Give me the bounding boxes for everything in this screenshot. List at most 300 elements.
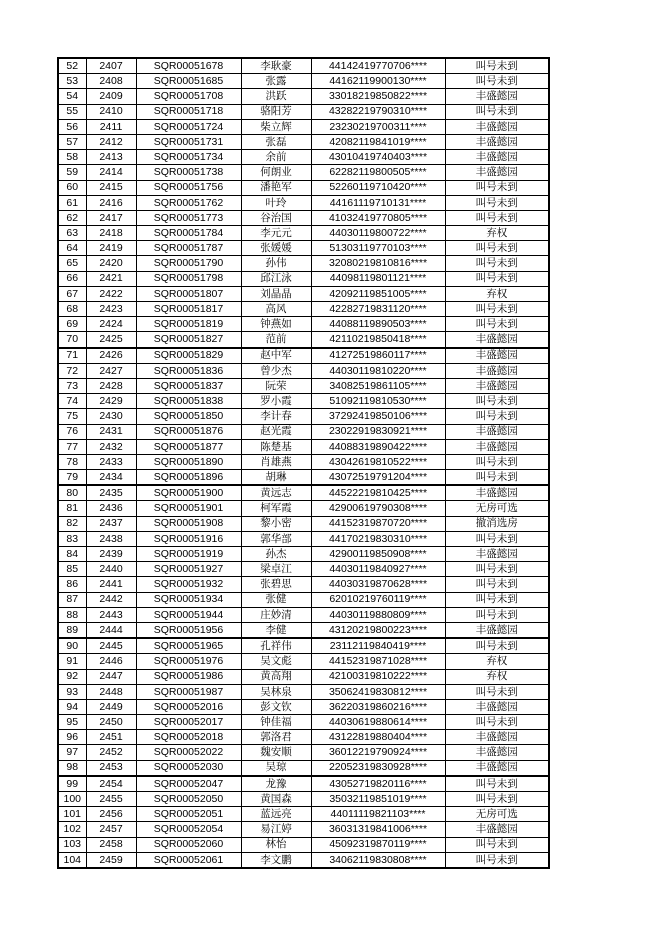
cell-status: 丰盛懿园: [445, 378, 549, 393]
cell-seq_no: 2422: [86, 286, 136, 301]
cell-seq_no: 2453: [86, 760, 136, 776]
cell-id_number: 36220319860216****: [311, 699, 445, 714]
cell-status: 丰盛懿园: [445, 150, 549, 165]
cell-row_no: 81: [58, 501, 86, 516]
cell-seq_no: 2432: [86, 439, 136, 454]
cell-id_number: 62010219760119****: [311, 592, 445, 607]
table-row: [58, 730, 549, 745]
cell-application_id: SQR00051908: [136, 516, 241, 531]
cell-application_id: SQR00051685: [136, 74, 241, 89]
cell-name: 吴琼: [241, 760, 311, 776]
cell-seq_no: 2437: [86, 516, 136, 531]
cell-id_number: 42110219850418****: [311, 332, 445, 348]
cell-status: 弃权: [445, 669, 549, 684]
cell-row_no: 58: [58, 150, 86, 165]
cell-name: 龙豫: [241, 776, 311, 792]
cell-seq_no: 2450: [86, 715, 136, 730]
cell-id_number: 44030119840927****: [311, 562, 445, 577]
cell-id_number: 36031319841006****: [311, 822, 445, 837]
cell-row_no: 104: [58, 852, 86, 868]
cell-status: 叫号未到: [445, 210, 549, 225]
cell-row_no: 57: [58, 134, 86, 149]
cell-id_number: 52260119710420****: [311, 180, 445, 195]
cell-application_id: SQR00051773: [136, 210, 241, 225]
cell-row_no: 75: [58, 409, 86, 424]
cell-application_id: SQR00051836: [136, 363, 241, 378]
table-row: [58, 547, 549, 562]
table-row: [58, 516, 549, 531]
table-row: [58, 394, 549, 409]
cell-row_no: 65: [58, 256, 86, 271]
cell-id_number: 32080219810816****: [311, 256, 445, 271]
cell-id_number: 34062119830808****: [311, 852, 445, 868]
table-row: [58, 562, 549, 577]
cell-status: 丰盛懿园: [445, 760, 549, 776]
cell-seq_no: 2445: [86, 638, 136, 654]
cell-id_number: 44030119880809****: [311, 607, 445, 622]
cell-id_number: 45092319870119****: [311, 837, 445, 852]
cell-id_number: 23022919830921****: [311, 424, 445, 439]
cell-name: 李计春: [241, 409, 311, 424]
cell-application_id: SQR00051787: [136, 241, 241, 256]
table-row: [58, 715, 549, 730]
table-row: [58, 807, 549, 822]
cell-row_no: 93: [58, 684, 86, 699]
cell-seq_no: 2449: [86, 699, 136, 714]
cell-seq_no: 2409: [86, 89, 136, 104]
cell-seq_no: 2411: [86, 119, 136, 134]
cell-status: 叫号未到: [445, 607, 549, 622]
cell-status: 叫号未到: [445, 792, 549, 807]
cell-application_id: SQR00052018: [136, 730, 241, 745]
cell-row_no: 56: [58, 119, 86, 134]
cell-status: 叫号未到: [445, 394, 549, 409]
cell-application_id: SQR00051890: [136, 454, 241, 469]
cell-name: 林怡: [241, 837, 311, 852]
cell-name: 刘晶晶: [241, 286, 311, 301]
cell-id_number: 43042619810522****: [311, 454, 445, 469]
cell-application_id: SQR00052022: [136, 745, 241, 760]
cell-name: 魏安顺: [241, 745, 311, 760]
cell-application_id: SQR00051708: [136, 89, 241, 104]
table-row: [58, 363, 549, 378]
cell-row_no: 91: [58, 654, 86, 669]
cell-seq_no: 2423: [86, 302, 136, 317]
cell-seq_no: 2420: [86, 256, 136, 271]
table-row: [58, 378, 549, 393]
cell-application_id: SQR00052017: [136, 715, 241, 730]
cell-row_no: 90: [58, 638, 86, 654]
cell-application_id: SQR00052016: [136, 699, 241, 714]
cell-name: 骆阳芳: [241, 104, 311, 119]
cell-status: 弃权: [445, 654, 549, 669]
table-row: [58, 592, 549, 607]
cell-name: 庄妙清: [241, 607, 311, 622]
cell-row_no: 52: [58, 58, 86, 74]
cell-name: 李健: [241, 622, 311, 638]
cell-row_no: 92: [58, 669, 86, 684]
cell-name: 肖雄燕: [241, 454, 311, 469]
cell-name: 高风: [241, 302, 311, 317]
cell-application_id: SQR00051798: [136, 271, 241, 286]
cell-status: 丰盛懿园: [445, 119, 549, 134]
cell-id_number: 42100319810222****: [311, 669, 445, 684]
cell-application_id: SQR00051919: [136, 547, 241, 562]
cell-status: 叫号未到: [445, 776, 549, 792]
cell-id_number: 44098119801121****: [311, 271, 445, 286]
cell-name: 黎小密: [241, 516, 311, 531]
cell-seq_no: 2459: [86, 852, 136, 868]
cell-id_number: 35032119851019****: [311, 792, 445, 807]
cell-seq_no: 2414: [86, 165, 136, 180]
cell-seq_no: 2458: [86, 837, 136, 852]
cell-status: 叫号未到: [445, 852, 549, 868]
cell-row_no: 77: [58, 439, 86, 454]
cell-status: 叫号未到: [445, 104, 549, 119]
cell-row_no: 100: [58, 792, 86, 807]
cell-status: 撤消选房: [445, 516, 549, 531]
cell-application_id: SQR00051807: [136, 286, 241, 301]
table-row: [58, 439, 549, 454]
cell-status: 叫号未到: [445, 531, 549, 546]
cell-application_id: SQR00051756: [136, 180, 241, 195]
cell-id_number: 37292419850106****: [311, 409, 445, 424]
cell-seq_no: 2417: [86, 210, 136, 225]
table-row: [58, 89, 549, 104]
cell-status: 叫号未到: [445, 592, 549, 607]
cell-seq_no: 2407: [86, 58, 136, 74]
cell-seq_no: 2427: [86, 363, 136, 378]
cell-id_number: 41272519860117****: [311, 348, 445, 364]
cell-application_id: SQR00051724: [136, 119, 241, 134]
cell-row_no: 101: [58, 807, 86, 822]
table-row: [58, 150, 549, 165]
cell-seq_no: 2452: [86, 745, 136, 760]
cell-seq_no: 2454: [86, 776, 136, 792]
cell-seq_no: 2439: [86, 547, 136, 562]
cell-name: 叶玲: [241, 195, 311, 210]
table-row: [58, 332, 549, 348]
cell-name: 张碧思: [241, 577, 311, 592]
cell-row_no: 76: [58, 424, 86, 439]
cell-row_no: 74: [58, 394, 86, 409]
cell-seq_no: 2415: [86, 180, 136, 195]
cell-seq_no: 2430: [86, 409, 136, 424]
cell-status: 叫号未到: [445, 577, 549, 592]
cell-status: 叫号未到: [445, 58, 549, 74]
cell-status: 弃权: [445, 286, 549, 301]
table-row: [58, 470, 549, 486]
cell-name: 张健: [241, 592, 311, 607]
table-row: [58, 74, 549, 89]
cell-status: 叫号未到: [445, 317, 549, 332]
cell-application_id: SQR00051877: [136, 439, 241, 454]
cell-status: 叫号未到: [445, 837, 549, 852]
cell-status: 弃权: [445, 226, 549, 241]
cell-name: 张露: [241, 74, 311, 89]
cell-id_number: 43120219800223****: [311, 622, 445, 638]
cell-name: 张媛媛: [241, 241, 311, 256]
cell-seq_no: 2418: [86, 226, 136, 241]
cell-name: 孙伟: [241, 256, 311, 271]
cell-application_id: SQR00051901: [136, 501, 241, 516]
cell-status: 丰盛懿园: [445, 622, 549, 638]
cell-application_id: SQR00051934: [136, 592, 241, 607]
cell-id_number: 43072519791204****: [311, 470, 445, 486]
cell-application_id: SQR00052060: [136, 837, 241, 852]
cell-name: 范前: [241, 332, 311, 348]
cell-row_no: 85: [58, 562, 86, 577]
cell-id_number: 43052719820116****: [311, 776, 445, 792]
cell-name: 梁卓江: [241, 562, 311, 577]
table-row: [58, 654, 549, 669]
cell-row_no: 63: [58, 226, 86, 241]
cell-row_no: 87: [58, 592, 86, 607]
cell-status: 叫号未到: [445, 271, 549, 286]
cell-seq_no: 2448: [86, 684, 136, 699]
cell-status: 丰盛懿园: [445, 332, 549, 348]
cell-row_no: 96: [58, 730, 86, 745]
cell-status: 丰盛懿园: [445, 822, 549, 837]
cell-seq_no: 2457: [86, 822, 136, 837]
table-row: [58, 792, 549, 807]
cell-name: 张磊: [241, 134, 311, 149]
cell-id_number: 51303119770103****: [311, 241, 445, 256]
cell-seq_no: 2438: [86, 531, 136, 546]
cell-row_no: 83: [58, 531, 86, 546]
cell-application_id: SQR00051956: [136, 622, 241, 638]
cell-name: 陈楚基: [241, 439, 311, 454]
cell-seq_no: 2419: [86, 241, 136, 256]
cell-row_no: 53: [58, 74, 86, 89]
cell-application_id: SQR00051678: [136, 58, 241, 74]
table-row: [58, 271, 549, 286]
cell-name: 邱江泳: [241, 271, 311, 286]
cell-name: 黄国森: [241, 792, 311, 807]
cell-seq_no: 2429: [86, 394, 136, 409]
cell-status: 丰盛懿园: [445, 165, 549, 180]
cell-id_number: 22052319830928****: [311, 760, 445, 776]
table-row: [58, 577, 549, 592]
table-row: [58, 424, 549, 439]
cell-application_id: SQR00051932: [136, 577, 241, 592]
cell-status: 叫号未到: [445, 715, 549, 730]
cell-status: 叫号未到: [445, 409, 549, 424]
cell-row_no: 78: [58, 454, 86, 469]
cell-application_id: SQR00052050: [136, 792, 241, 807]
cell-row_no: 55: [58, 104, 86, 119]
cell-name: 彭文钦: [241, 699, 311, 714]
cell-seq_no: 2426: [86, 348, 136, 364]
cell-row_no: 79: [58, 470, 86, 486]
cell-id_number: 44030619880614****: [311, 715, 445, 730]
table-row: [58, 669, 549, 684]
table-row: [58, 531, 549, 546]
cell-seq_no: 2428: [86, 378, 136, 393]
cell-application_id: SQR00051927: [136, 562, 241, 577]
table-row: [58, 699, 549, 714]
cell-name: 李元元: [241, 226, 311, 241]
cell-status: 叫号未到: [445, 454, 549, 469]
table-row: [58, 286, 549, 301]
cell-id_number: 44088119890503****: [311, 317, 445, 332]
cell-application_id: SQR00051790: [136, 256, 241, 271]
cell-status: 丰盛懿园: [445, 485, 549, 501]
cell-seq_no: 2416: [86, 195, 136, 210]
cell-name: 郭洛君: [241, 730, 311, 745]
table-row: [58, 317, 549, 332]
cell-id_number: 44142419770706****: [311, 58, 445, 74]
table-row: [58, 104, 549, 119]
cell-seq_no: 2444: [86, 622, 136, 638]
cell-seq_no: 2456: [86, 807, 136, 822]
table-row: [58, 760, 549, 776]
cell-seq_no: 2435: [86, 485, 136, 501]
cell-application_id: SQR00051896: [136, 470, 241, 486]
cell-id_number: 44522219810425****: [311, 485, 445, 501]
cell-row_no: 86: [58, 577, 86, 592]
cell-application_id: SQR00051987: [136, 684, 241, 699]
cell-status: 叫号未到: [445, 562, 549, 577]
table-row: [58, 485, 549, 501]
cell-seq_no: 2421: [86, 271, 136, 286]
cell-seq_no: 2410: [86, 104, 136, 119]
cell-id_number: 44152319870720****: [311, 516, 445, 531]
cell-row_no: 67: [58, 286, 86, 301]
table-row: [58, 684, 549, 699]
cell-row_no: 84: [58, 547, 86, 562]
cell-status: 丰盛懿园: [445, 424, 549, 439]
cell-row_no: 99: [58, 776, 86, 792]
cell-status: 丰盛懿园: [445, 730, 549, 745]
table-row: [58, 302, 549, 317]
cell-id_number: 44161119710131****: [311, 195, 445, 210]
cell-name: 易江婷: [241, 822, 311, 837]
cell-application_id: SQR00051944: [136, 607, 241, 622]
cell-status: 叫号未到: [445, 638, 549, 654]
cell-seq_no: 2443: [86, 607, 136, 622]
table-row: [58, 501, 549, 516]
cell-application_id: SQR00051827: [136, 332, 241, 348]
cell-id_number: 23230219700311****: [311, 119, 445, 134]
cell-id_number: 43122819880404****: [311, 730, 445, 745]
cell-status: 叫号未到: [445, 195, 549, 210]
cell-row_no: 66: [58, 271, 86, 286]
cell-application_id: SQR00052030: [136, 760, 241, 776]
cell-row_no: 59: [58, 165, 86, 180]
cell-status: 丰盛懿园: [445, 439, 549, 454]
cell-application_id: SQR00051817: [136, 302, 241, 317]
cell-application_id: SQR00052061: [136, 852, 241, 868]
cell-name: 钟燕如: [241, 317, 311, 332]
cell-row_no: 80: [58, 485, 86, 501]
cell-id_number: 43010419740403****: [311, 150, 445, 165]
cell-seq_no: 2455: [86, 792, 136, 807]
cell-id_number: 33018219850822****: [311, 89, 445, 104]
cell-row_no: 103: [58, 837, 86, 852]
cell-seq_no: 2451: [86, 730, 136, 745]
table-row: [58, 745, 549, 760]
cell-id_number: 42082119841019****: [311, 134, 445, 149]
table-row: [58, 852, 549, 868]
cell-row_no: 82: [58, 516, 86, 531]
cell-application_id: SQR00051965: [136, 638, 241, 654]
table-row: [58, 837, 549, 852]
cell-id_number: 62282119800505****: [311, 165, 445, 180]
cell-id_number: 41032419770805****: [311, 210, 445, 225]
table-row: [58, 58, 549, 74]
cell-status: 无房可选: [445, 807, 549, 822]
table-row: [58, 119, 549, 134]
cell-row_no: 70: [58, 332, 86, 348]
cell-id_number: 44152319871028****: [311, 654, 445, 669]
cell-application_id: SQR00051986: [136, 669, 241, 684]
cell-id_number: 43282219790310****: [311, 104, 445, 119]
cell-status: 丰盛懿园: [445, 348, 549, 364]
cell-row_no: 73: [58, 378, 86, 393]
table-row: [58, 409, 549, 424]
cell-seq_no: 2424: [86, 317, 136, 332]
cell-application_id: SQR00051976: [136, 654, 241, 669]
cell-seq_no: 2408: [86, 74, 136, 89]
cell-status: 叫号未到: [445, 74, 549, 89]
cell-status: 叫号未到: [445, 470, 549, 486]
cell-id_number: 35062419830812****: [311, 684, 445, 699]
cell-row_no: 64: [58, 241, 86, 256]
cell-application_id: SQR00051784: [136, 226, 241, 241]
cell-name: 阮荣: [241, 378, 311, 393]
applicant-roster-table: [57, 57, 550, 869]
table-row: [58, 776, 549, 792]
table-row: [58, 195, 549, 210]
cell-name: 胡琳: [241, 470, 311, 486]
cell-name: 曾少杰: [241, 363, 311, 378]
cell-name: 洪跃: [241, 89, 311, 104]
cell-seq_no: 2441: [86, 577, 136, 592]
cell-name: 罗小霞: [241, 394, 311, 409]
cell-status: 叫号未到: [445, 256, 549, 271]
cell-seq_no: 2433: [86, 454, 136, 469]
table-row: [58, 348, 549, 364]
cell-application_id: SQR00052051: [136, 807, 241, 822]
cell-seq_no: 2413: [86, 150, 136, 165]
cell-id_number: 42282719831120****: [311, 302, 445, 317]
table-row: [58, 134, 549, 149]
cell-status: 丰盛懿园: [445, 89, 549, 104]
table-row: [58, 210, 549, 225]
cell-name: 孙杰: [241, 547, 311, 562]
cell-application_id: SQR00051731: [136, 134, 241, 149]
cell-status: 叫号未到: [445, 684, 549, 699]
cell-status: 叫号未到: [445, 180, 549, 195]
cell-application_id: SQR00051838: [136, 394, 241, 409]
cell-name: 余前: [241, 150, 311, 165]
cell-application_id: SQR00051734: [136, 150, 241, 165]
table-row: [58, 180, 549, 195]
cell-seq_no: 2431: [86, 424, 136, 439]
cell-id_number: 42900119850908****: [311, 547, 445, 562]
cell-seq_no: 2434: [86, 470, 136, 486]
roster-table-wrap: [57, 57, 550, 869]
cell-row_no: 94: [58, 699, 86, 714]
cell-id_number: 44170219830310****: [311, 531, 445, 546]
cell-seq_no: 2442: [86, 592, 136, 607]
cell-seq_no: 2447: [86, 669, 136, 684]
cell-status: 无房可选: [445, 501, 549, 516]
cell-seq_no: 2446: [86, 654, 136, 669]
table-row: [58, 241, 549, 256]
cell-seq_no: 2436: [86, 501, 136, 516]
